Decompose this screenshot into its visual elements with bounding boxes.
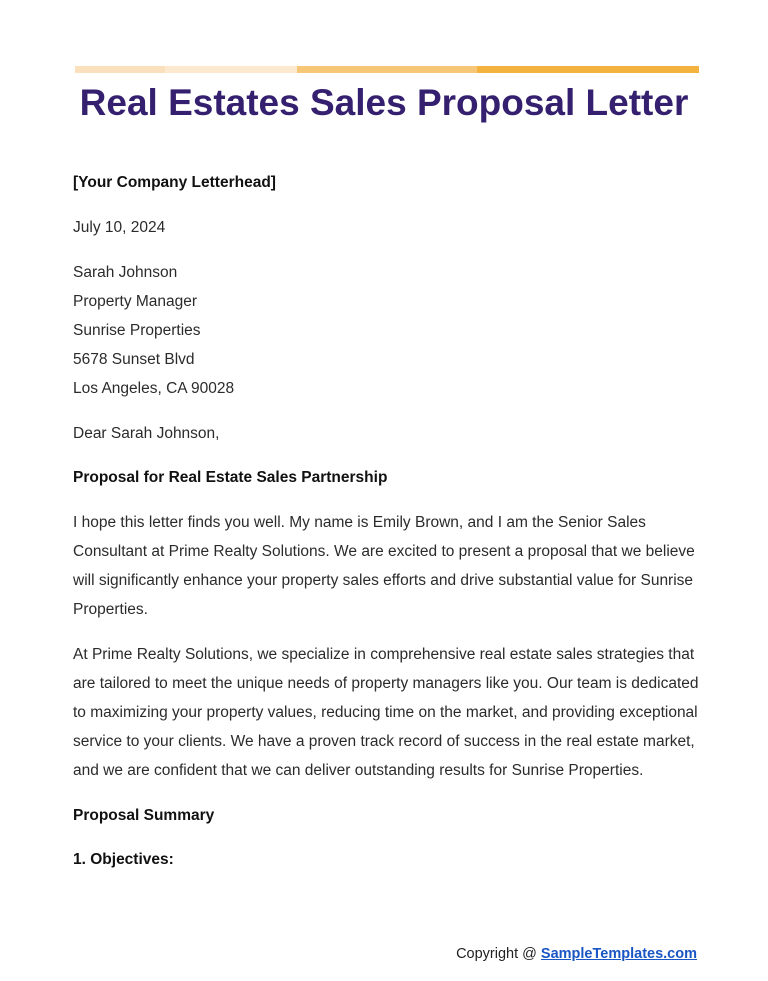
footer-copyright xyxy=(456,946,697,962)
letter-body xyxy=(73,168,703,874)
recipient-position: Property Manager xyxy=(73,293,198,310)
letter-date: July 10, 2024 xyxy=(73,219,166,236)
recipient-company: Sunrise Properties xyxy=(73,322,201,339)
page-title: Real Estates Sales Proposal Letter xyxy=(79,82,689,123)
accent-segment xyxy=(297,66,477,73)
copyright-text: Copyright @ xyxy=(456,946,537,962)
accent-segment xyxy=(477,66,699,73)
accent-segment xyxy=(165,66,297,73)
subject-line: Proposal for Real Estate Sales Partnership xyxy=(73,469,388,486)
recipient-street: 5678 Sunset Blvd xyxy=(73,351,195,368)
recipient-city: Los Angeles, CA 90028 xyxy=(73,380,235,397)
salutation: Dear Sarah Johnson, xyxy=(73,425,220,442)
recipient-address xyxy=(73,258,703,403)
paragraph-company: At Prime Realty Solutions, we specialize in comprehensive real estate sales strategies that are tailored to meet the unique needs of property managers like you. Our team is dedicated to maximizing your property values, reducing time on the market, and providing exceptional service to your clients. We have a proven track record of success in the real estate market, and we are confident that we can deliver outstanding results for Sunrise Properties. xyxy=(73,646,699,779)
recipient-name: Sarah Johnson xyxy=(73,264,178,281)
accent-segment xyxy=(75,66,165,73)
header-accent-bar xyxy=(75,66,699,73)
paragraph-intro: I hope this letter finds you well. My name is Emily Brown, and I am the Senior Sales Consultant at Prime Realty Solutions. We are excited to present a proposal that we believe will significantly enhance your property sales efforts and drive substantial value for Sunrise Properties. xyxy=(73,514,695,618)
subsection-heading: 1. Objectives: xyxy=(73,851,174,868)
sampletemplates-link[interactable]: SampleTemplates.com xyxy=(540,946,697,962)
letterhead-placeholder: [Your Company Letterhead] xyxy=(73,174,276,191)
section-heading: Proposal Summary xyxy=(73,807,215,824)
